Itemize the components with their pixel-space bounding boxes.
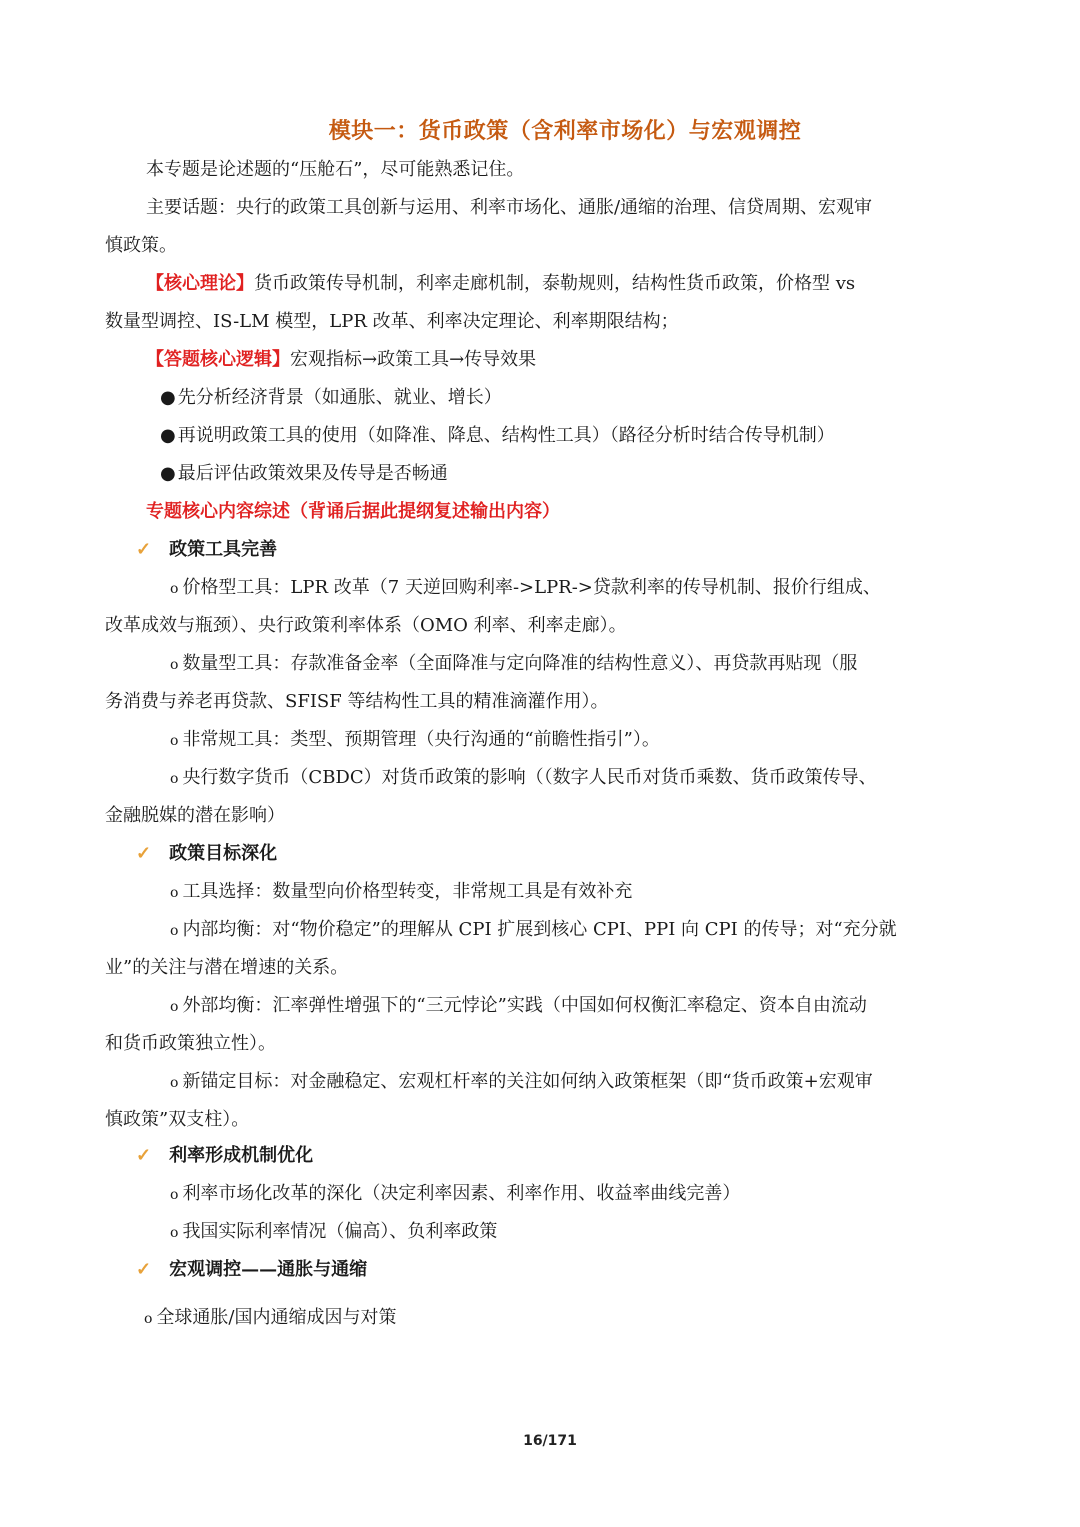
list-item <box>170 728 1050 753</box>
core-theory-line-1 <box>146 272 1026 296</box>
circle-bullet-icon: o <box>170 1187 179 1203</box>
step-item <box>160 424 1040 448</box>
bullet-dot-icon: ● <box>160 387 176 408</box>
section-title: 宏观调控——通胀与通缩 <box>169 1259 368 1280</box>
intro-text: 本专题是论述题的“压舱石”，尽可能熟悉记住。 <box>146 159 525 180</box>
core-theory-line-2: 数量型调控、IS-LM 模型，LPR 改革、利率决定理论、利率期限结构； <box>105 311 679 332</box>
list-item-continuation: 业”的关注与潜在增速的关系。 <box>105 957 349 978</box>
circle-bullet-icon: o <box>170 733 179 749</box>
circle-bullet-icon: o <box>144 1311 153 1327</box>
list-item-text: 央行数字货币（CBDC）对货币政策的影响（（数字人民币对货币乘数、货币政策传导、 <box>182 767 877 788</box>
list-item-text: 工具选择：数量型向价格型转变，非常规工具是有效补充 <box>182 881 633 902</box>
list-item <box>170 1182 1050 1207</box>
circle-bullet-icon: o <box>170 771 179 787</box>
list-item-text: 全球通胀/国内通缩成因与对策 <box>156 1307 397 1328</box>
list-item <box>170 576 1050 601</box>
step-text: 再说明政策工具的使用（如降准、降息、结构性工具）（路径分析时结合传导机制） <box>177 425 835 446</box>
circle-bullet-icon: o <box>170 885 179 901</box>
circle-bullet-icon: o <box>170 1225 179 1241</box>
core-theory-label: 【核心理论】 <box>146 273 254 294</box>
check-icon: ✓ <box>136 843 152 864</box>
list-item-text: 新锚定目标：对金融稳定、宏观杠杆率的关注如何纳入政策框架（即“货币政策+宏观审 <box>182 1071 873 1092</box>
list-item <box>170 766 1050 791</box>
list-item-text: 外部均衡：汇率弹性增强下的“三元悖论”实践（中国如何权衡汇率稳定、资本自由流动 <box>182 995 867 1016</box>
section-heading <box>136 538 1016 562</box>
list-item <box>170 1220 1050 1245</box>
list-item <box>170 918 1050 943</box>
core-theory-text: 货币政策传导机制，利率走廊机制，泰勒规则，结构性货币政策，价格型 vs <box>254 273 856 294</box>
list-item-continuation: 金融脱媒的潜在影响） <box>105 805 285 826</box>
circle-bullet-icon: o <box>170 999 179 1015</box>
section-title: 政策目标深化 <box>169 843 278 864</box>
answer-logic-line <box>146 348 1026 372</box>
section-heading <box>136 842 1016 866</box>
list-item <box>170 880 1050 905</box>
list-item-text: 我国实际利率情况（偏高）、负利率政策 <box>182 1221 498 1242</box>
step-item <box>160 462 1040 486</box>
circle-bullet-icon: o <box>170 581 179 597</box>
step-item <box>160 386 1040 410</box>
step-text: 最后评估政策效果及传导是否畅通 <box>177 463 448 484</box>
circle-bullet-icon: o <box>170 923 179 939</box>
list-item <box>170 994 1050 1019</box>
page-number: 16/171 <box>523 1433 577 1449</box>
check-icon: ✓ <box>136 1259 152 1280</box>
step-text: 先分析经济背景（如通胀、就业、增长） <box>177 387 502 408</box>
bullet-dot-icon: ● <box>160 463 176 484</box>
section-heading <box>136 1144 1016 1168</box>
list-item-continuation: 改革成效与瓶颈）、央行政策利率体系（OMO 利率、利率走廊）。 <box>105 615 627 636</box>
list-item <box>144 1306 1024 1331</box>
bullet-dot-icon: ● <box>160 425 176 446</box>
list-item-continuation: 慎政策”双支柱）。 <box>105 1109 250 1130</box>
circle-bullet-icon: o <box>170 657 179 673</box>
section-title: 政策工具完善 <box>169 539 278 560</box>
check-icon: ✓ <box>136 1145 152 1166</box>
list-item <box>170 1070 1050 1095</box>
list-item-text: 非常规工具：类型、预期管理（央行沟通的“前瞻性指引”）。 <box>182 729 660 750</box>
section-heading <box>136 1258 1016 1282</box>
section-title: 利率形成机制优化 <box>169 1145 314 1166</box>
topics-line-2: 慎政策。 <box>105 235 177 256</box>
list-item <box>170 652 1050 677</box>
answer-logic-label: 【答题核心逻辑】 <box>146 349 290 370</box>
circle-bullet-icon: o <box>170 1075 179 1091</box>
list-item-text: 利率市场化改革的深化（决定利率因素、利率作用、收益率曲线完善） <box>182 1183 741 1204</box>
list-item-text: 内部均衡：对“物价稳定”的理解从 CPI 扩展到核心 CPI、PPI 向 CPI 的传导；对“充分就 <box>182 919 897 940</box>
topics-line-1: 主要话题：央行的政策工具创新与运用、利率市场化、通胀/通缩的治理、信贷周期、宏观审 <box>146 197 873 218</box>
list-item-text: 数量型工具：存款准备金率（全面降准与定向降准的结构性意义）、再贷款再贴现（服 <box>182 653 858 674</box>
summary-heading: 专题核心内容综述（背诵后据此提纲复述输出内容） <box>146 501 560 522</box>
list-item-continuation: 和货币政策独立性）。 <box>105 1033 276 1054</box>
answer-logic-text: 宏观指标→政策工具→传导效果 <box>290 349 537 370</box>
page-title: 模块一：货币政策（含利率市场化）与宏观调控 <box>328 119 802 144</box>
list-item-text: 价格型工具：LPR 改革（7 天逆回购利率->LPR->贷款利率的传导机制、报价行组成、 <box>182 577 881 598</box>
check-icon: ✓ <box>136 539 152 560</box>
list-item-continuation: 务消费与养老再贷款、SFISF 等结构性工具的精准滴灌作用）。 <box>105 691 609 712</box>
